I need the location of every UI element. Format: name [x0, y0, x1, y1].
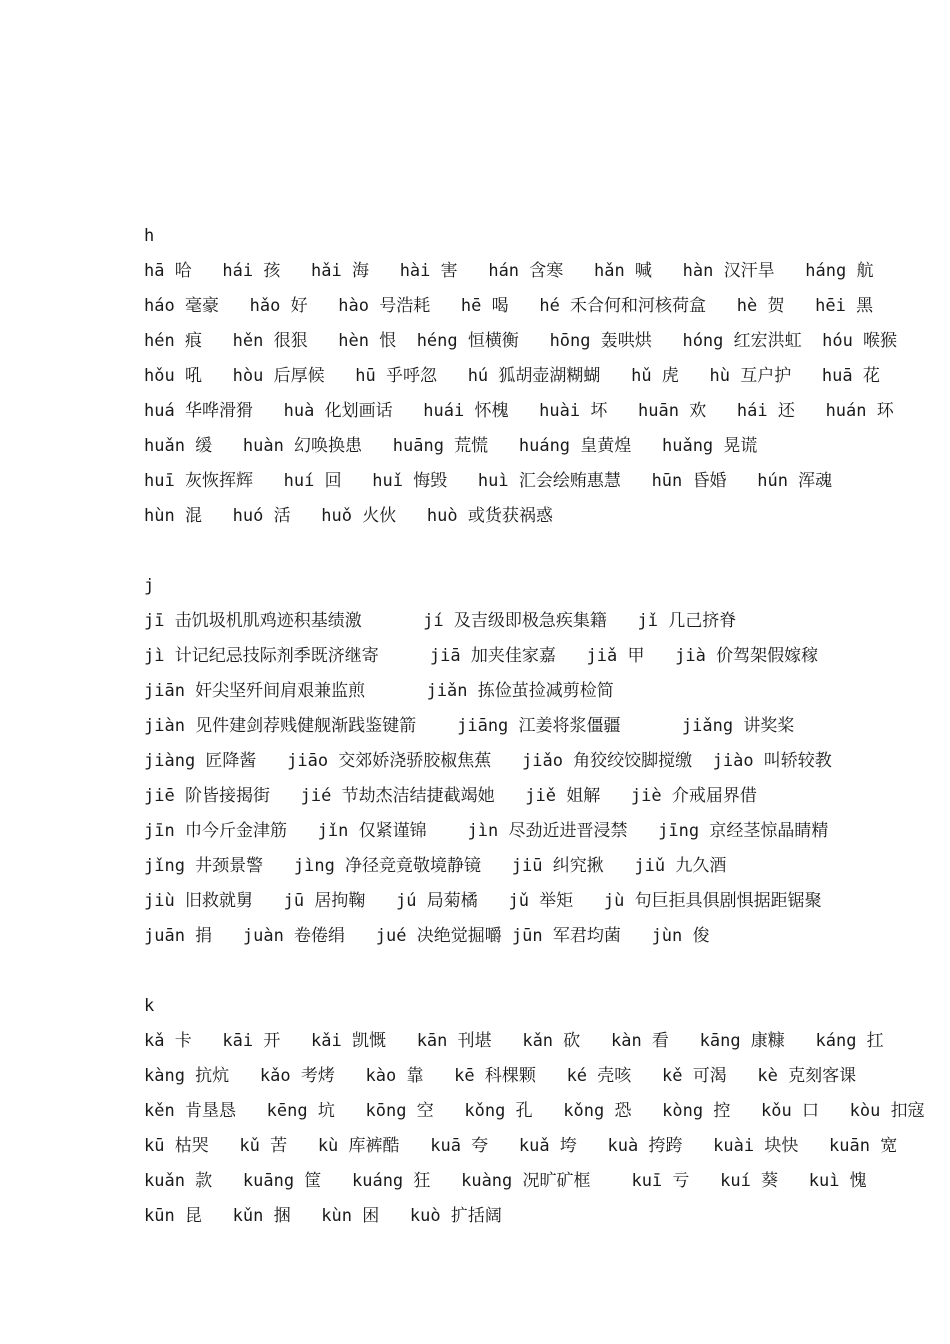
section-h: [144, 222, 898, 537]
pinyin-line: jiù 旧救就舅 jū 居拘鞠 jú 局菊橘 jǔ 举矩 jù 句巨拒具俱剧惧据距锯聚: [144, 891, 822, 911]
section-heading: j: [144, 576, 155, 596]
pinyin-line: hǒu 吼 hòu 后厚候 hū 乎呼忽 hú 狐胡壶湖糊蝴 hǔ 虎 hù 互户护 huā 花: [144, 366, 880, 386]
pinyin-line: hā 哈 hái 孩 hǎi 海 hài 害 hán 含寒 hǎn 喊 hàn 汉汗旱 háng 航: [144, 261, 874, 281]
pinyin-line: jǐng 井颈景警 jìng 净径竞竟敬境静镜 jiū 纠究揪 jiǔ 九久酒: [144, 856, 727, 876]
pinyin-line: kū 枯哭 kǔ 苦 kù 库裤酷 kuā 夸 kuǎ 垮 kuà 挎跨 kuài 块快 kuān 宽: [144, 1136, 898, 1156]
pinyin-line: jiàng 匠降酱 jiāo 交郊娇浇骄胶椒焦蕉 jiǎo 角狡绞饺脚搅缴 jiào 叫轿较教: [144, 751, 832, 771]
section-j: [144, 572, 844, 957]
pinyin-line: hén 痕 hěn 很狠 hèn 恨 héng 恒横衡 hōng 轰哄烘 hóng 红宏洪虹 hóu 喉猴: [144, 331, 898, 351]
pinyin-line: kàng 抗炕 kǎo 考烤 kào 靠 kē 科棵颗 ké 壳咳 kě 可渴 kè 克刻客课: [144, 1066, 857, 1086]
pinyin-line: huī 灰恢挥辉 huí 回 huǐ 悔毁 huì 汇会绘贿惠慧 hūn 昏婚 hún 浑魂: [144, 471, 833, 491]
pinyin-line: huǎn 缓 huàn 幻唤换患 huāng 荒慌 huáng 皇黄煌 huǎng 晃谎: [144, 436, 758, 456]
pinyin-line: kǎ 卡 kāi 开 kǎi 凯慨 kān 刊堪 kǎn 砍 kàn 看 kāng 康糠 káng 扛: [144, 1031, 884, 1051]
section-k: [144, 992, 925, 1237]
pinyin-line: jiàn 见件建剑荐贱健舰渐践鉴键箭 jiāng 江姜将浆僵疆 jiǎng 讲奖桨: [144, 716, 795, 736]
pinyin-line: jīn 巾今斤金津筋 jǐn 仅紧谨锦 jìn 尽劲近进晋浸禁 jīng 京经茎惊晶睛精: [144, 821, 829, 841]
section-heading: k: [144, 996, 155, 1016]
pinyin-line: kěn 肯垦恳 kēng 坑 kōng 空 kǒng 孔 kǒng 恐 kòng 控 kǒu 口 kòu 扣寇: [144, 1101, 925, 1121]
document-page: [144, 222, 925, 1237]
pinyin-line: jì 计记纪忌技际剂季既济继寄 jiā 加夹佳家嘉 jiǎ 甲 jià 价驾架假嫁稼: [144, 646, 819, 666]
pinyin-line: juān 捐 juàn 卷倦绢 jué 决绝觉掘嚼 jūn 军君均菌 jùn 俊: [144, 926, 710, 946]
pinyin-line: jiē 阶皆接揭街 jié 节劫杰洁结捷截竭她 jiě 姐解 jiè 介戒届界借: [144, 786, 757, 806]
pinyin-line: kuǎn 款 kuāng 筐 kuáng 狂 kuàng 况旷矿框 kuī 亏 kuí 葵 kuì 愧: [144, 1171, 867, 1191]
pinyin-line: hùn 混 huó 活 huǒ 火伙 huò 或货获祸惑: [144, 506, 553, 526]
section-heading: h: [144, 226, 155, 246]
pinyin-line: jī 击饥圾机肌鸡迹积基绩激 jí 及吉级即极急疾集籍 jǐ 几己挤脊: [144, 611, 737, 631]
pinyin-line: háo 毫豪 hǎo 好 hào 号浩耗 hē 喝 hé 禾合何和河核荷盒 hè 贺 hēi 黑: [144, 296, 874, 316]
pinyin-line: huá 华哗滑猾 huà 化划画话 huái 怀槐 huài 坏 huān 欢 hái 还 huán 环: [144, 401, 894, 421]
pinyin-line: kūn 昆 kǔn 捆 kùn 困 kuò 扩括阔: [144, 1206, 502, 1226]
pinyin-line: jiān 奸尖坚歼间肩艰兼监煎 jiǎn 拣俭茧捡减剪检简: [144, 681, 614, 701]
